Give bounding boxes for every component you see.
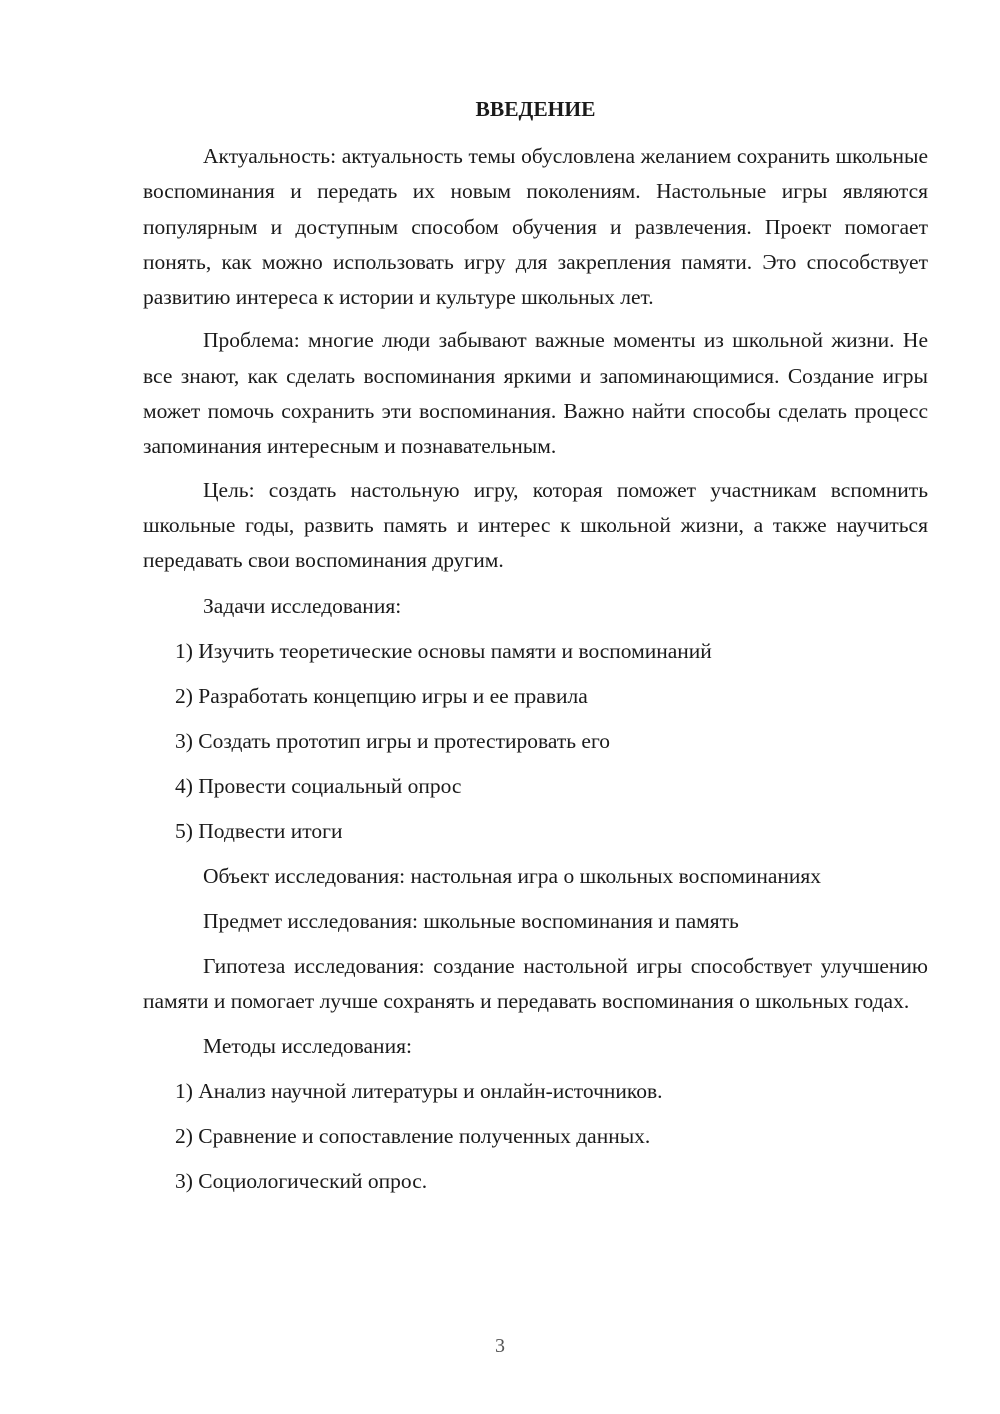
subject-line: Предмет исследования: школьные воспоминания и память <box>203 908 739 933</box>
list-item: 3) Создать прототип игры и протестировать его <box>175 728 610 753</box>
list-item: 1) Изучить теоретические основы памяти и воспоминаний <box>175 638 712 663</box>
list-item: 3) Социологический опрос. <box>175 1169 428 1194</box>
methods-heading: Методы исследования: <box>203 1034 412 1059</box>
page-number: 3 <box>495 1335 505 1357</box>
list-item: 1) Анализ научной литературы и онлайн-источников. <box>175 1079 663 1104</box>
list-item: 5) Подвести итоги <box>175 818 343 843</box>
problem-paragraph: Проблема: многие люди забывают важные моменты из школьной жизни. Не все знают, как сделать воспоминания яркими и запоминающимися. Создание игры может помочь сохранить эти воспоминания. Важно найти способы сделать процесс запоминания интересным и познавательным. <box>143 328 928 459</box>
methods-list <box>143 1074 928 1199</box>
document-page <box>143 92 928 1209</box>
hypothesis-paragraph: Гипотеза исследования: создание настольной игры способствует улучшению памяти и помогает лучше сохранять и передавать воспоминания о школьных годах. <box>143 953 928 1013</box>
tasks-heading: Задачи исследования: <box>203 593 402 618</box>
list-item: 2) Разработать концепцию игры и ее правила <box>175 683 588 708</box>
list-item: 4) Провести социальный опрос <box>175 773 462 798</box>
page-title: ВВЕДЕНИЕ <box>475 97 596 121</box>
relevance-paragraph: Актуальность: актуальность темы обусловлена желанием сохранить школьные воспоминания и передать их новым поколениям. Настольные игры являются популярным и доступным способом обучения и развлечения. Проект помогает понять, как можно использовать игру для закрепления памяти. Это способствует развитию интереса к истории и культуре школьных лет. <box>143 144 928 310</box>
goal-paragraph: Цель: создать настольную игру, которая поможет участникам вспомнить школьные годы, развить память и интерес к школьной жизни, а также научиться передавать свои воспоминания другим. <box>143 477 928 573</box>
object-line: Объект исследования: настольная игра о школьных воспоминаниях <box>203 863 822 888</box>
tasks-list <box>143 634 928 849</box>
list-item: 2) Сравнение и сопоставление полученных данных. <box>175 1124 651 1149</box>
